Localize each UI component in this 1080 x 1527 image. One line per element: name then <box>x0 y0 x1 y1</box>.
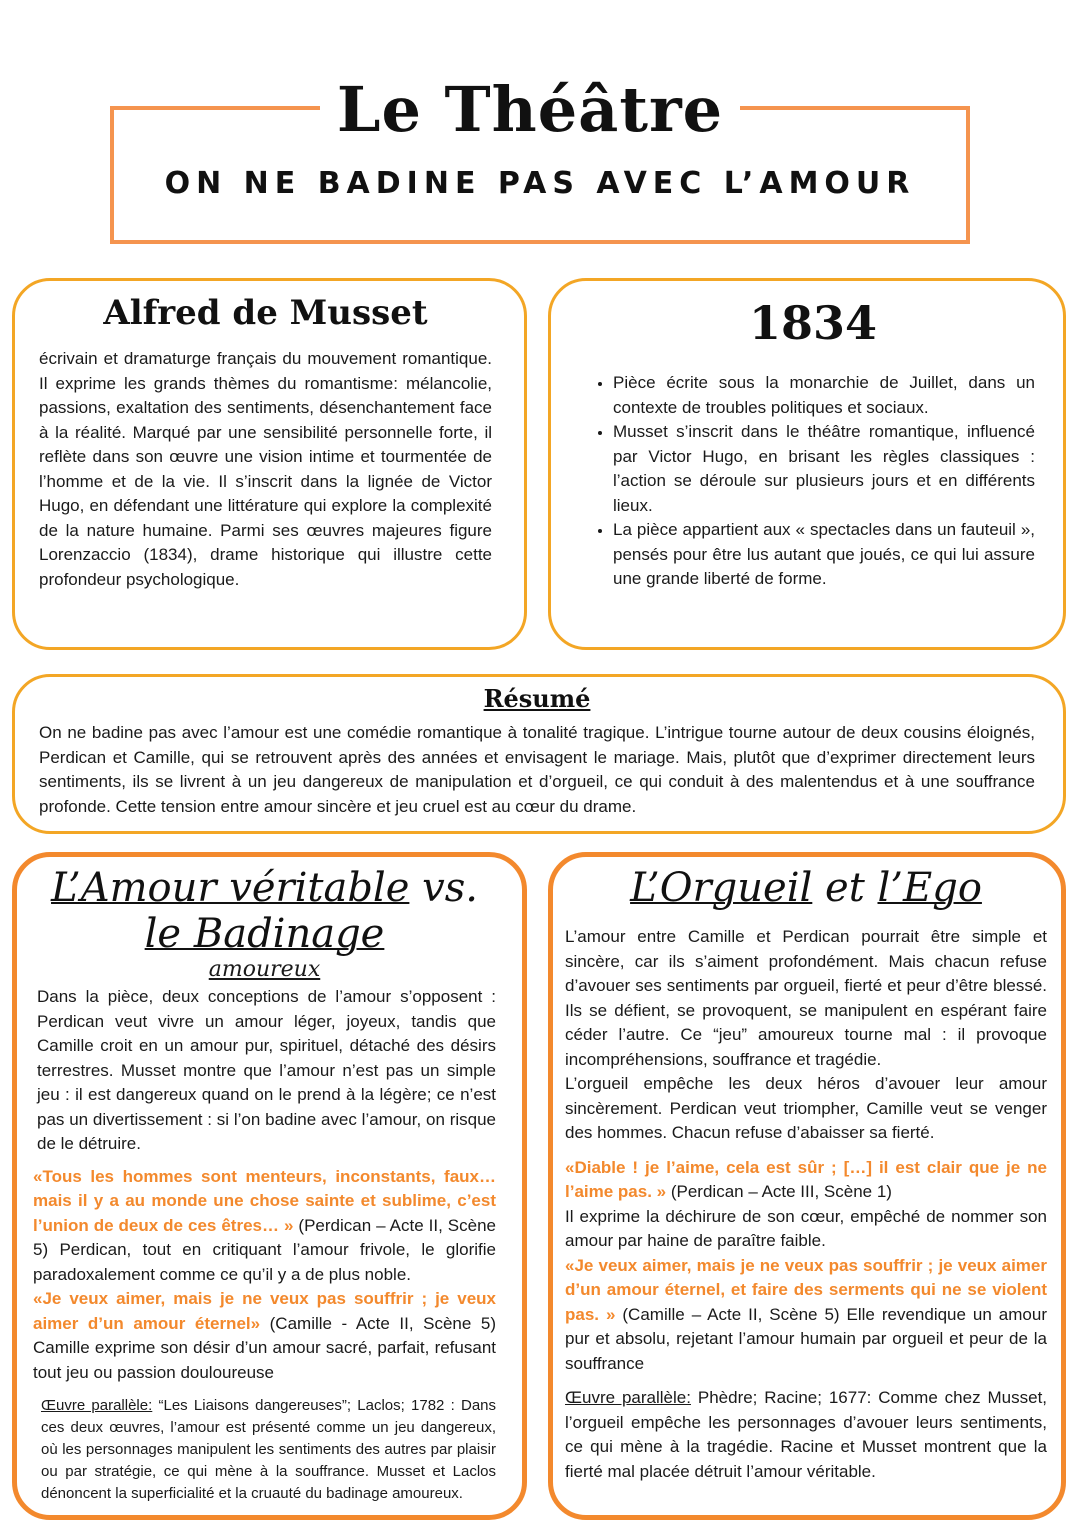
year-bullet: • Pièce écrite sous la monarchie de Juillet, dans un contexte de troubles politiques et sociaux. <box>613 371 1035 420</box>
parallel-label: Œuvre parallèle: <box>41 1397 153 1414</box>
theme-love-title-part: L’Amour véritable <box>51 865 410 911</box>
theme-pride-title <box>565 865 1047 911</box>
quote-commentary: (Camille – Acte II, Scène 5) Elle revendique un amour pur et absolu, rejetant l’amour humain par orgueil et peur de la souffrance <box>565 1304 1047 1373</box>
quote-camille: «Je veux aimer, mais je ne veux pas souffrir ; je veux aimer d’un amour éternel, et faire des serments qui ne se violent pas. » <box>565 1255 1047 1324</box>
page-subtitle: ON NE BADINE PAS AVEC L’AMOUR <box>164 166 916 201</box>
year-bullet: • Musset s’inscrit dans le théâtre romantique, influencé par Victor Hugo, en brisant les règles classiques : l’action se déroule sur plusieurs jours et en différents lieux. <box>613 420 1035 518</box>
theme-pride-intro: L’amour entre Camille et Perdican pourrait être simple et sincère, car ils s’aiment profondément. Mais chacun refuse d’avouer ses sentiments par orgueil, fierté et peur d’être blessé. Ils se défient, se provoquent, se manipulent en espérant faire céder l’autre. Ce “jeu” amoureux tourne mal : il provoque incompréhensions, souffrance et tragédie. <box>565 927 1047 1069</box>
quote-reference: (Perdican – Acte III, Scène 1) <box>666 1182 892 1201</box>
summary-box <box>12 674 1066 834</box>
year-bullet-list <box>591 371 1035 592</box>
theme-love-title-part: le Badinage <box>144 911 385 957</box>
theme-love-title <box>33 865 496 957</box>
quote-perdican: «Tous les hommes sont menteurs, inconstants, faux… mais il y a au monde une chose sainte et sublime, c’est l’union de deux de ces êtres… » <box>33 1166 496 1235</box>
author-heading: Alfred de Musset <box>103 293 428 333</box>
parallel-text: “Les Liaisons dangereuses”; Laclos; 1782 : Dans ces deux œuvres, l’amour est présenté comme un jeu dangereux, où les personnages manipulent les sentiments des autres par plaisir ou par stratégie, ce qui mène à la souffrance. Musset et Laclos dénoncent la superficialité et la cruauté du badinage amoureux. <box>41 1397 496 1502</box>
parallel-label: Œuvre parallèle: <box>565 1388 691 1407</box>
theme-pride-parallel <box>565 1386 1047 1484</box>
summary-text: On ne badine pas avec l’amour est une comédie romantique à tonalité tragique. L’intrigue tourne autour de deux cousins éloignés, Perdican et Camille, qui se retrouvent après des années et envisagent le mariage. Mais, plutôt que d’exprimer directement leurs sentiments, ils se livrent à un jeu dangereux de manipulation et d’orgueil, ce qui conduit à des malentendus et à une souffrance profonde. Cette tension entre amour sincère et jeu cruel est au cœur du drame. <box>39 723 1035 816</box>
theme-love-subtitle: amoureux <box>208 957 321 982</box>
theme-pride-title-part: L’Orgueil <box>630 865 813 911</box>
theme-pride-box <box>548 852 1066 1520</box>
quote-perdican: «Diable ! je l’aime, cela est sûr ; […] il est clair que je ne l’aime pas. » <box>565 1157 1047 1201</box>
theme-love-box <box>12 852 527 1520</box>
theme-pride-commentary: Il exprime la déchirure de son cœur, empêché de nommer son amour par haine de paraître faible. <box>565 1206 1047 1250</box>
theme-love-quote-paragraph <box>33 1165 496 1288</box>
year-box <box>548 278 1066 650</box>
quote-camille: «Je veux aimer, mais je ne veux pas souffrir ; je veux aimer d’un amour éternel» <box>33 1289 496 1333</box>
theme-love-parallel <box>33 1395 496 1505</box>
theme-pride-title-part: et <box>812 865 878 911</box>
summary-heading: Résumé <box>483 684 591 713</box>
theme-pride-title-part: l’Ego <box>877 865 982 911</box>
theme-love-quote-paragraph <box>33 1287 496 1385</box>
theme-pride-quote-paragraph <box>565 1156 1047 1205</box>
quote-commentary: (Camille - Acte II, Scène 5) Camille exprime son désir d’un amour sacré, parfait, refusant tout jeu ou passion douloureuse <box>33 1313 496 1382</box>
author-text: écrivain et dramaturge français du mouvement romantique. Il exprime les grands thèmes du romantisme: mélancolie, passions, exaltation des sentiments, désenchantement face à la réalité. Marqué par une sensibilité personnelle forte, il reflète dans son œuvre une vision intime et tourmentée de l’homme et de la vie. Il s’inscrit dans la lignée de Victor Hugo, en défendant une littérature qui explore la complexité de la nature humaine. Parmi ses œuvres majeures figure Lorenzaccio (1834), drame historique qui illustre cette profondeur psychologique. <box>39 349 492 589</box>
theme-love-title-part: vs. <box>409 865 478 911</box>
year-bullet: • La pièce appartient aux « spectacles dans un fauteuil », pensés pour être lus autant que joués, ce qui lui assure une grande liberté de forme. <box>613 518 1035 592</box>
year-heading: 1834 <box>748 296 878 350</box>
theme-love-intro: Dans la pièce, deux conceptions de l’amour s’opposent : Perdican veut vivre un amour léger, joyeux, tandis que Camille croit en un amour pur, spirituel, détaché des désirs terrestres. Musset montre que l’amour n’est pas un simple jeu : il est dangereux quand on le prend à la légère; ce n’est pas un divertissement : si l’on badine avec l’amour, on risque de le détruire. <box>37 987 496 1153</box>
parallel-text: Phèdre; Racine; 1677: Comme chez Musset, l’orgueil empêche les personnages d’avouer leurs sentiments, ce qui mène à la tragédie. Racine et Musset montrent que la fierté mal placée détruit l’amour véritable. <box>565 1388 1048 1481</box>
page-title: Le Théâtre <box>320 70 740 150</box>
quote-commentary: (Perdican – Acte II, Scène 5) Perdican, tout en critiquant l’amour frivole, le glorifie paradoxalement comme ce qu’il y a de plus noble. <box>33 1215 496 1284</box>
theme-pride-quote-paragraph <box>565 1254 1047 1377</box>
theme-pride-intro2: L’orgueil empêche les deux héros d’avouer leur amour sincèrement. Perdican veut triompher, Camille veut se venger des hommes. Chacun refuse d’abaisser sa fierté. <box>565 1074 1047 1142</box>
author-box <box>12 278 527 650</box>
